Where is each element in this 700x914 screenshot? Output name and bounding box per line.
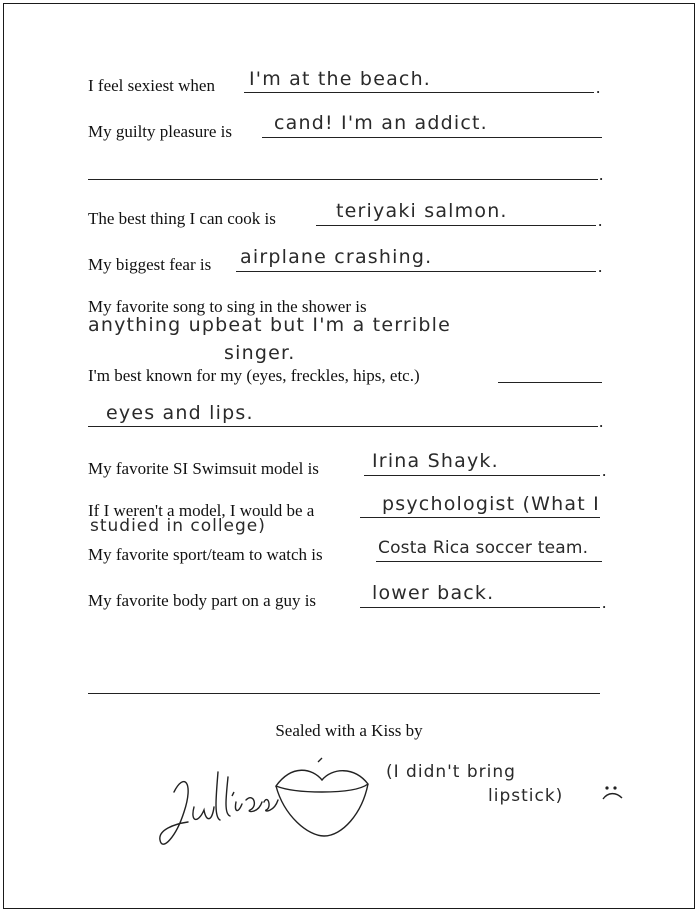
question-4-answer: airplane crashing. <box>240 246 433 268</box>
answer-line <box>88 426 598 427</box>
answer-line <box>360 607 600 608</box>
question-8-answer-line-1: psychologist (What I <box>382 493 600 515</box>
answer-line <box>360 517 600 518</box>
question-3-prompt: The best thing I can cook is <box>88 209 276 228</box>
answer-line <box>262 137 602 138</box>
answer-line <box>376 561 602 562</box>
question-6-prompt: I'm best known for my (eyes, freckles, hips, etc.) <box>88 366 420 385</box>
answer-line <box>316 225 596 226</box>
answer-line <box>244 92 594 93</box>
closing-note-line-1: (I didn't bring <box>386 762 516 782</box>
sad-face-icon <box>598 780 628 804</box>
closing-note-line-2: lipstick) <box>488 786 564 806</box>
question-6-answer: eyes and lips. <box>106 402 254 424</box>
period: . <box>596 78 601 97</box>
question-4-prompt: My biggest fear is <box>88 255 212 274</box>
period: . <box>599 165 604 184</box>
period: . <box>599 412 604 431</box>
question-2-prompt: My guilty pleasure is <box>88 122 233 141</box>
question-8-prompt: If I weren't a model, I would be a <box>88 501 315 520</box>
question-3-answer: teriyaki salmon. <box>336 200 508 222</box>
answer-line <box>364 475 600 476</box>
question-9-prompt: My favorite sport/team to watch is <box>88 545 323 564</box>
question-7-prompt: My favorite SI Swimsuit model is <box>88 459 319 478</box>
questionnaire-page <box>3 3 695 909</box>
question-7-answer: Irina Shayk. <box>372 450 499 472</box>
question-5-prompt: My favorite song to sing in the shower is <box>88 297 367 316</box>
period: . <box>602 461 607 480</box>
period: . <box>602 593 607 612</box>
question-9-answer: Costa Rica soccer team. <box>378 538 589 558</box>
question-2-answer: cand! I'm an addict. <box>274 112 488 134</box>
answer-line <box>88 693 600 694</box>
question-10-answer: lower back. <box>372 582 495 604</box>
question-5-answer-line-2: singer. <box>224 342 296 364</box>
signature <box>154 752 284 862</box>
answer-line <box>88 179 598 180</box>
question-5-answer-line-1: anything upbeat but I'm a terrible <box>88 314 452 336</box>
question-1-answer: I'm at the beach. <box>249 68 432 90</box>
answer-line <box>236 271 596 272</box>
question-8-answer-line-2: studied in college) <box>90 516 266 536</box>
question-10-prompt: My favorite body part on a guy is <box>88 591 317 610</box>
period: . <box>598 211 603 230</box>
period: . <box>598 257 603 276</box>
lips-drawing <box>272 756 372 846</box>
answer-line <box>498 382 602 383</box>
closing-label: Sealed with a Kiss by <box>275 721 423 740</box>
question-1-prompt: I feel sexiest when <box>88 76 215 95</box>
